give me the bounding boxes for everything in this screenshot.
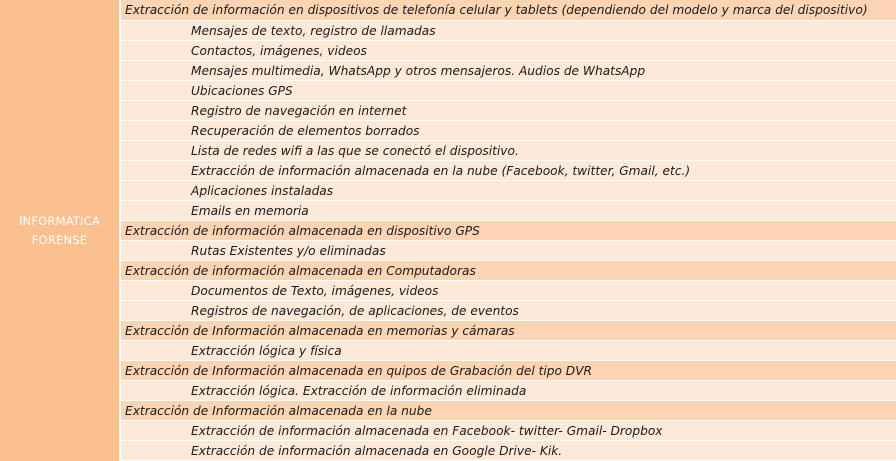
item-row[interactable]: Extracción lógica y física <box>121 341 896 361</box>
category-label <box>19 212 100 250</box>
item-row[interactable]: Recuperación de elementos borrados <box>121 121 896 141</box>
item-row[interactable]: Emails en memoria <box>121 201 896 221</box>
item-row[interactable]: Ubicaciones GPS <box>121 81 896 101</box>
rows-container <box>121 0 896 461</box>
item-row[interactable]: Registros de navegación, de aplicaciones, de eventos <box>121 301 896 321</box>
section-row[interactable]: Extracción de información almacenada en Computadoras <box>121 261 896 281</box>
item-row[interactable]: Extracción de información almacenada en Google Drive- Kik. <box>121 441 896 461</box>
section-row[interactable]: Extracción de información en dispositivos de telefonía celular y tablets (dependiendo del modelo y marca del dispositivo) <box>121 0 896 21</box>
section-row[interactable]: Extracción de Información almacenada en la nube <box>121 401 896 421</box>
item-row[interactable]: Extracción de información almacenada en Facebook- twitter- Gmail- Dropbox <box>121 421 896 441</box>
category-label-line-2: FORENSE <box>31 232 88 247</box>
category-cell[interactable] <box>0 0 120 461</box>
category-label-line-1: INFORMATICA <box>18 213 101 228</box>
item-row[interactable]: Lista de redes wifi a las que se conectó el dispositivo. <box>121 141 896 161</box>
item-row[interactable]: Registro de navegación en internet <box>121 101 896 121</box>
item-row[interactable]: Rutas Existentes y/o eliminadas <box>121 241 896 261</box>
item-row[interactable]: Contactos, imágenes, videos <box>121 41 896 61</box>
item-row[interactable]: Mensajes multimedia, WhatsApp y otros mensajeros. Audios de WhatsApp <box>121 61 896 81</box>
item-row[interactable]: Extracción de información almacenada en la nube (Facebook, twitter, Gmail, etc.) <box>121 161 896 181</box>
section-row[interactable]: Extracción de Información almacenada en memorias y cámaras <box>121 321 896 341</box>
item-row[interactable]: Extracción lógica. Extracción de información eliminada <box>121 381 896 401</box>
item-row[interactable]: Aplicaciones instaladas <box>121 181 896 201</box>
section-row[interactable]: Extracción de Información almacenada en quipos de Grabación del tipo DVR <box>121 361 896 381</box>
item-row[interactable]: Mensajes de texto, registro de llamadas <box>121 21 896 41</box>
section-row[interactable]: Extracción de información almacenada en dispositivo GPS <box>121 221 896 241</box>
item-row[interactable]: Documentos de Texto, imágenes, videos <box>121 281 896 301</box>
